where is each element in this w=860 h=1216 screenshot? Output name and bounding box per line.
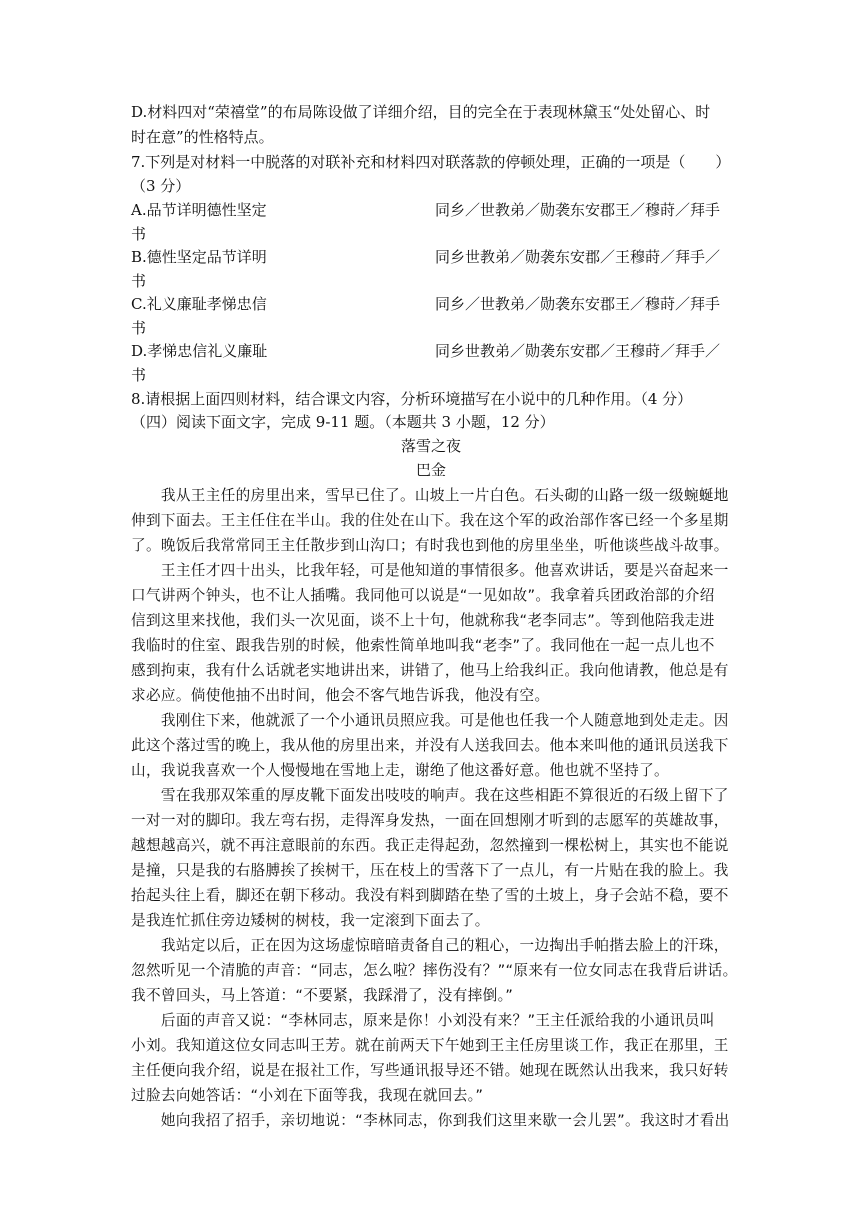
passage-line-25: 过脸去向她答话：“小刘在下面等我，我现在就回去。” [131, 1087, 484, 1104]
q7-option-b-wrap: 书 [131, 272, 147, 290]
q7-option-b-right: 同乡世教弟／勋袭东安郡／王穆莳／拜手／ [435, 248, 721, 266]
passage-line-8: 感到拘束，我有什么话就老实地讲出来，讲错了，他马上给我纠正。我向他请教，他总是有 [131, 662, 729, 679]
passage-line-20: 忽然听见一个清脆的声音：“同志，怎么啦？摔伤没有？”“原来有一位女同志在我背后讲话。 [131, 962, 738, 979]
q7-option-d-left: D.孝悌忠信礼义廉耻 [131, 342, 268, 360]
passage-line-4: 王主任才四十出头，比我年轻，可是他知道的事情很多。他喜欢讲话，要是兴奋起来一 [131, 562, 729, 579]
passage-line-12: 山，我说我喜欢一个人慢慢地在雪地上走，谢绝了他这番好意。他也就不坚持了。 [131, 762, 669, 779]
passage-line-7: 我临时的住室、跟我告别的时候，他索性简单地叫我“老李”了。我同他在一起一点儿也不 [131, 637, 715, 654]
passage-line-26: 她向我招了招手，亲切地说：“李林同志，你到我们这里来歇一会儿罢”。我这时才看出 [131, 1112, 730, 1129]
passage-line-10: 我刚住下来，他就派了一个小通讯员照应我。可是他也任我一个人随意地到处走走。因 [131, 712, 729, 729]
passage-line-22: 后面的声音又说：“李林同志，原来是你！小刘没有来？”王主任派给我的小通讯员叫 [131, 1012, 715, 1029]
q7-option-b-left: B.德性坚定品节详明 [131, 248, 267, 266]
q6-option-d-line2: 时在意”的性格特点。 [131, 128, 274, 146]
q7-option-d-wrap: 书 [131, 366, 147, 384]
q8-stem: 8.请根据上面四则材料，结合课文内容，分析环境描写在小说中的几种作用。（4 分） [131, 390, 693, 408]
passage-line-1: 我从王主任的房里出来，雪早已住了。山坡上一片白色。石头砌的山路一级一级蜿蜒地 [131, 487, 729, 504]
passage-line-15: 越想越高兴，就不再注意眼前的东西。我正走得起劲，忽然撞到一棵松树上，其实也不能说 [131, 837, 729, 854]
passage-line-17: 抬起头往上看，脚还在朝下移动。我没有料到脚踏在垫了雪的土坡上，身子会站不稳，要不 [131, 887, 729, 904]
passage-title: 落雪之夜 [400, 437, 461, 455]
q7-option-a-wrap: 书 [131, 225, 147, 243]
passage-line-5: 口气讲两个钟头，也不让人插嘴。我同他可以说是“一见如故”。我拿着兵团政治部的介绍 [131, 587, 715, 604]
passage-line-13: 雪在我那双笨重的厚皮靴下面发出吱吱的响声。我在这些相距不算很近的石级上留下了 [131, 787, 729, 804]
q7-option-a-right: 同乡／世教弟／勋袭东安郡王／穆莳／拜手 [435, 201, 721, 219]
q7-option-c-right: 同乡／世教弟／勋袭东安郡王／穆莳／拜手 [435, 295, 721, 313]
q7-stem-line2: （3 分） [131, 177, 191, 195]
q7-option-c-wrap: 书 [131, 319, 147, 337]
passage-line-3: 了。晚饭后我常常同王主任散步到山沟口；有时我也到他的房里坐坐，听他谈些战斗故事。 [131, 537, 729, 554]
passage-line-2: 伸到下面去。王主任住在半山。我的住处在山下。我在这个军的政治部作客已经一个多星期 [131, 512, 729, 529]
passage-line-23: 小刘。我知道这位女同志叫王芳。就在前两天下午她到王主任房里谈工作，我正在那里，王 [131, 1037, 729, 1054]
q7-stem-line1: 7.下列是对材料一中脱落的对联补充和材料四对联落款的停顿处理，正确的一项是（ ） [131, 153, 731, 171]
q7-option-d-right: 同乡世教弟／勋袭东安郡／王穆莳／拜手／ [435, 342, 721, 360]
passage-author: 巴金 [415, 461, 446, 479]
section4-intro: （四）阅读下面文字，完成 9-11 题。（本题共 3 小题，12 分） [131, 413, 555, 431]
q7-option-a-left: A.品节详明德性坚定 [131, 201, 267, 219]
passage-line-9: 求必应。倘使他抽不出时间，他会不客气地告诉我，他没有空。 [131, 687, 550, 704]
passage-line-19: 我站定以后，正在因为这场虚惊暗暗责备自己的粗心，一边掏出手帕揩去脸上的汗珠， [131, 937, 729, 954]
passage-line-11: 此这个落过雪的晚上，我从他的房里出来，并没有人送我回去。他本来叫他的通讯员送我下 [131, 737, 729, 754]
q7-option-c-left: C.礼义廉耻孝悌忠信 [131, 295, 267, 313]
passage-line-16: 是撞，只是我的右胳膊挨了挨树干，压在枝上的雪落下了一点儿，有一片贴在我的脸上。我 [131, 862, 729, 879]
passage-line-24: 主任便向我介绍，说是在报社工作，写些通讯报导还不错。她现在既然认出我来，我只好转 [131, 1062, 729, 1079]
q6-option-d-line1: D.材料四对“荣禧堂”的布局陈设做了详细介绍，目的完全在于表现林黛玉“处处留心、时 [131, 103, 711, 121]
passage-line-14: 一对一对的脚印。我左弯右拐，走得浑身发热，一面在回想刚才听到的志愿军的英雄故事， [131, 812, 729, 829]
passage-line-18: 是我连忙抓住旁边矮树的树枝，我一定滚到下面去了。 [131, 912, 490, 929]
passage-line-21: 我不曾回头，马上答道：“不要紧，我踩滑了，没有摔倒。” [131, 987, 514, 1004]
passage-line-6: 信到这里来找他，我们头一次见面，谈不上十句，他就称我“老李同志”。等到他陪我走进 [131, 612, 715, 629]
